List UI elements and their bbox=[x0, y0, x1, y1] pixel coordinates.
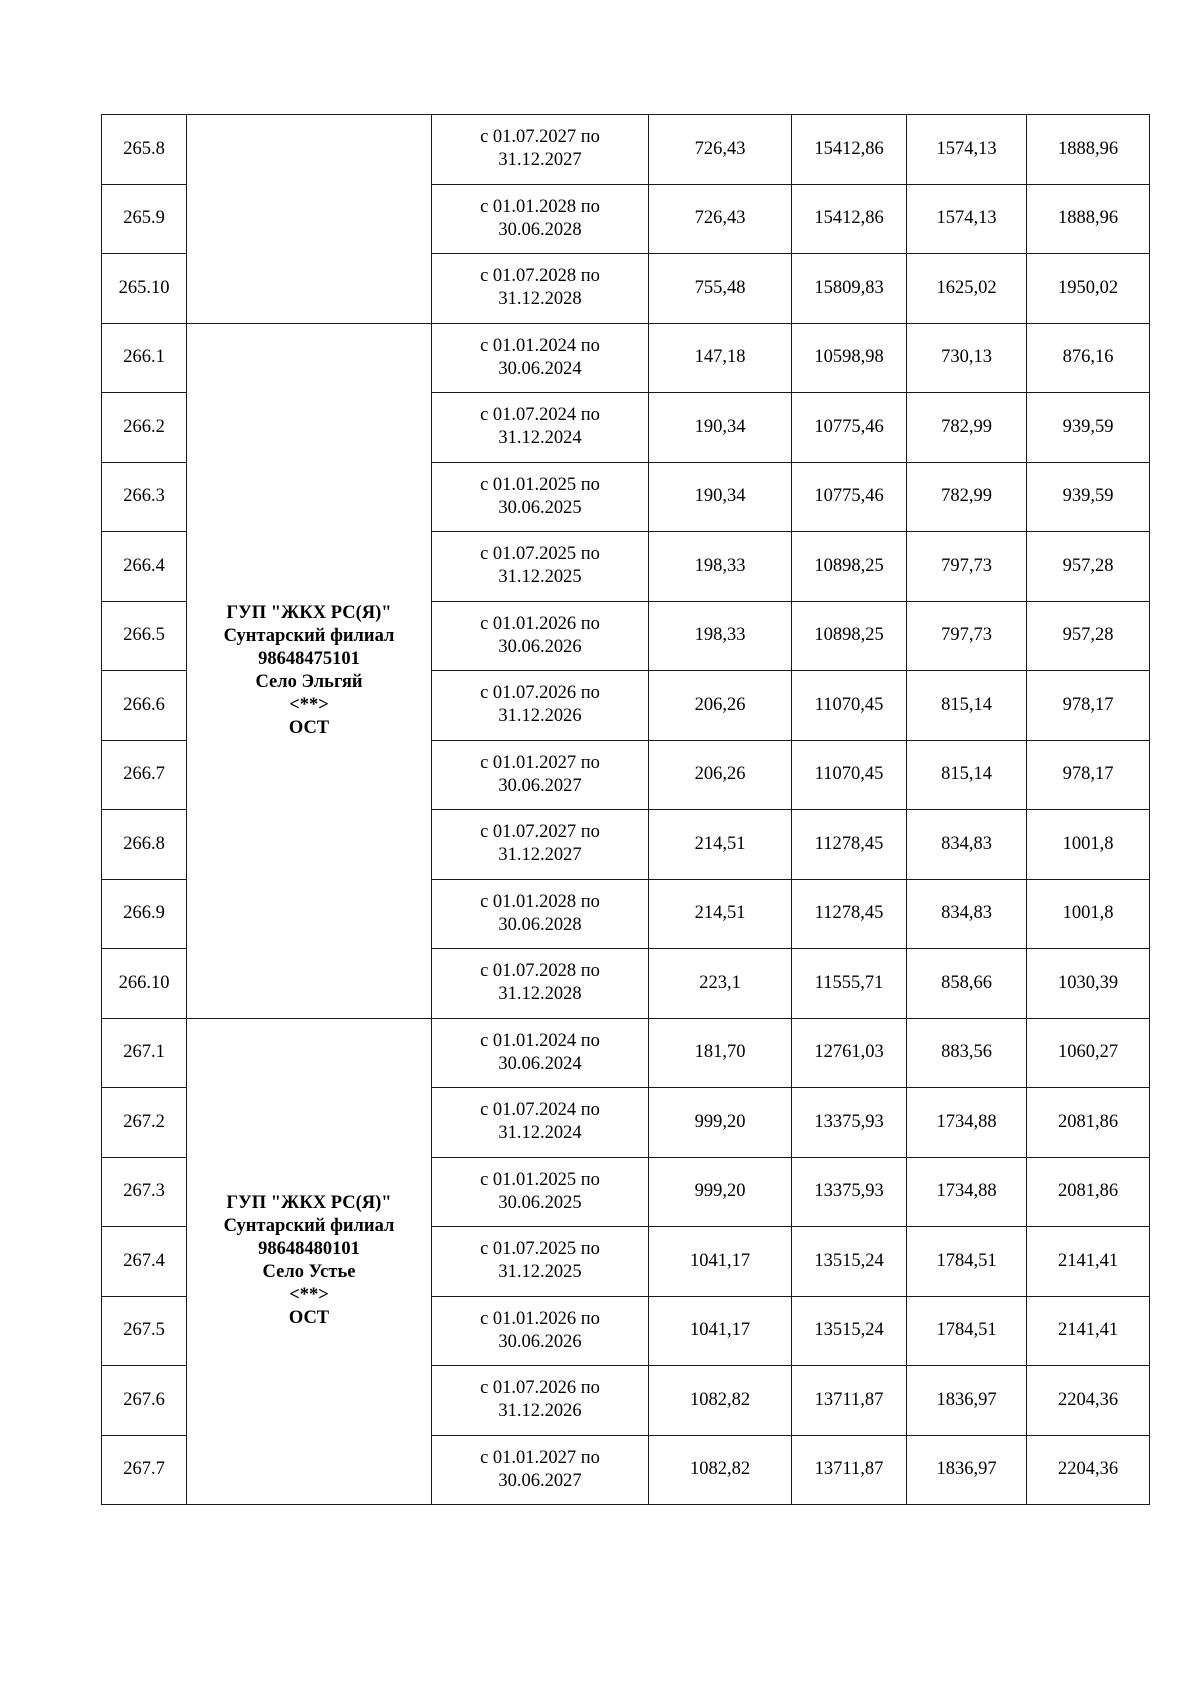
period-cell bbox=[432, 254, 649, 324]
period-to: 30.06.2028 bbox=[498, 914, 582, 935]
period-to: 30.06.2024 bbox=[498, 1053, 582, 1074]
value-cell-4: 1888,96 bbox=[1027, 184, 1150, 254]
period-to: 31.12.2028 bbox=[498, 289, 582, 310]
period-to: 31.12.2026 bbox=[498, 1401, 582, 1422]
value-cell-3: 1734,88 bbox=[907, 1088, 1027, 1158]
organization-line: Сунтарский филиал bbox=[223, 625, 395, 646]
period-cell bbox=[432, 1018, 649, 1088]
period-to: 31.12.2024 bbox=[498, 428, 582, 449]
row-number-cell: 266.9 bbox=[102, 879, 187, 949]
value-cell-3: 1784,51 bbox=[907, 1296, 1027, 1366]
period-to: 30.06.2025 bbox=[498, 1192, 582, 1213]
period-to: 31.12.2024 bbox=[498, 1123, 582, 1144]
value-cell-3: 1574,13 bbox=[907, 115, 1027, 185]
value-cell-2: 13375,93 bbox=[792, 1088, 907, 1158]
value-cell-2: 10775,46 bbox=[792, 393, 907, 463]
period-cell bbox=[432, 810, 649, 880]
value-cell-4: 939,59 bbox=[1027, 462, 1150, 532]
row-number-cell: 265.9 bbox=[102, 184, 187, 254]
value-cell-4: 957,28 bbox=[1027, 532, 1150, 602]
value-cell-3: 815,14 bbox=[907, 740, 1027, 810]
value-cell-2: 11555,71 bbox=[792, 949, 907, 1019]
row-number-cell: 267.5 bbox=[102, 1296, 187, 1366]
value-cell-1: 190,34 bbox=[649, 393, 792, 463]
row-number-cell: 266.1 bbox=[102, 323, 187, 393]
value-cell-1: 1041,17 bbox=[649, 1227, 792, 1297]
row-number-cell: 265.8 bbox=[102, 115, 187, 185]
organization-line: Село Эльгяй bbox=[255, 671, 363, 692]
period-to: 31.12.2027 bbox=[498, 845, 582, 866]
value-cell-3: 797,73 bbox=[907, 601, 1027, 671]
value-cell-3: 883,56 bbox=[907, 1018, 1027, 1088]
value-cell-2: 13515,24 bbox=[792, 1296, 907, 1366]
value-cell-3: 834,83 bbox=[907, 879, 1027, 949]
value-cell-3: 815,14 bbox=[907, 671, 1027, 741]
value-cell-3: 1836,97 bbox=[907, 1366, 1027, 1436]
value-cell-4: 2081,86 bbox=[1027, 1088, 1150, 1158]
period-to: 31.12.2025 bbox=[498, 567, 582, 588]
value-cell-2: 10898,25 bbox=[792, 532, 907, 602]
value-cell-3: 834,83 bbox=[907, 810, 1027, 880]
value-cell-1: 214,51 bbox=[649, 810, 792, 880]
value-cell-2: 13375,93 bbox=[792, 1157, 907, 1227]
value-cell-4: 978,17 bbox=[1027, 740, 1150, 810]
value-cell-4: 876,16 bbox=[1027, 323, 1150, 393]
value-cell-4: 957,28 bbox=[1027, 601, 1150, 671]
period-cell bbox=[432, 323, 649, 393]
value-cell-3: 730,13 bbox=[907, 323, 1027, 393]
period-from: с 01.01.2028 по bbox=[480, 891, 600, 912]
value-cell-1: 999,20 bbox=[649, 1157, 792, 1227]
value-cell-2: 15412,86 bbox=[792, 115, 907, 185]
value-cell-1: 190,34 bbox=[649, 462, 792, 532]
value-cell-2: 13515,24 bbox=[792, 1227, 907, 1297]
organization-line: ГУП "ЖКХ РС(Я)" bbox=[226, 1193, 392, 1214]
period-to: 31.12.2026 bbox=[498, 706, 582, 727]
value-cell-1: 214,51 bbox=[649, 879, 792, 949]
row-number-cell: 267.3 bbox=[102, 1157, 187, 1227]
value-cell-4: 2141,41 bbox=[1027, 1296, 1150, 1366]
organization-line: ОСТ bbox=[288, 1308, 330, 1329]
row-number-cell: 266.4 bbox=[102, 532, 187, 602]
period-from: с 01.07.2025 по bbox=[480, 1239, 600, 1260]
period-from: с 01.07.2028 по bbox=[480, 266, 600, 287]
value-cell-4: 1950,02 bbox=[1027, 254, 1150, 324]
value-cell-3: 1734,88 bbox=[907, 1157, 1027, 1227]
row-number-cell: 267.6 bbox=[102, 1366, 187, 1436]
period-cell bbox=[432, 532, 649, 602]
organization-cell bbox=[187, 1018, 432, 1505]
organization-line: Сунтарский филиал bbox=[223, 1216, 395, 1237]
value-cell-1: 181,70 bbox=[649, 1018, 792, 1088]
period-from: с 01.01.2026 по bbox=[480, 613, 600, 634]
value-cell-1: 198,33 bbox=[649, 532, 792, 602]
period-cell bbox=[432, 949, 649, 1019]
organization-line: 98648480101 bbox=[258, 1239, 360, 1260]
row-number-cell: 266.6 bbox=[102, 671, 187, 741]
period-from: с 01.07.2027 по bbox=[480, 822, 600, 843]
value-cell-4: 939,59 bbox=[1027, 393, 1150, 463]
row-number-cell: 266.2 bbox=[102, 393, 187, 463]
table-row bbox=[102, 1018, 1150, 1088]
period-cell bbox=[432, 879, 649, 949]
value-cell-1: 726,43 bbox=[649, 184, 792, 254]
value-cell-4: 2204,36 bbox=[1027, 1435, 1150, 1505]
value-cell-2: 11278,45 bbox=[792, 810, 907, 880]
period-to: 30.06.2026 bbox=[498, 636, 582, 657]
table-row bbox=[102, 323, 1150, 393]
period-from: с 01.01.2025 по bbox=[480, 474, 600, 495]
row-number-cell: 266.7 bbox=[102, 740, 187, 810]
period-from: с 01.07.2026 по bbox=[480, 683, 600, 704]
value-cell-2: 11278,45 bbox=[792, 879, 907, 949]
period-cell bbox=[432, 393, 649, 463]
period-from: с 01.01.2026 по bbox=[480, 1308, 600, 1329]
period-from: с 01.01.2027 по bbox=[480, 752, 600, 773]
period-cell bbox=[432, 184, 649, 254]
row-number-cell: 265.10 bbox=[102, 254, 187, 324]
value-cell-1: 1041,17 bbox=[649, 1296, 792, 1366]
value-cell-3: 1784,51 bbox=[907, 1227, 1027, 1297]
value-cell-1: 999,20 bbox=[649, 1088, 792, 1158]
row-number-cell: 267.1 bbox=[102, 1018, 187, 1088]
row-number-cell: 267.7 bbox=[102, 1435, 187, 1505]
period-cell bbox=[432, 115, 649, 185]
value-cell-2: 12761,03 bbox=[792, 1018, 907, 1088]
value-cell-3: 782,99 bbox=[907, 393, 1027, 463]
period-cell bbox=[432, 1088, 649, 1158]
value-cell-1: 206,26 bbox=[649, 671, 792, 741]
period-from: с 01.01.2024 по bbox=[480, 335, 600, 356]
row-number-cell: 266.5 bbox=[102, 601, 187, 671]
row-number-cell: 266.8 bbox=[102, 810, 187, 880]
period-from: с 01.07.2026 по bbox=[480, 1378, 600, 1399]
value-cell-1: 1082,82 bbox=[649, 1366, 792, 1436]
period-from: с 01.07.2028 по bbox=[480, 961, 600, 982]
period-cell bbox=[432, 601, 649, 671]
row-number-cell: 266.3 bbox=[102, 462, 187, 532]
organization-line: 98648475101 bbox=[258, 648, 360, 669]
organization-cell bbox=[187, 115, 432, 324]
value-cell-3: 797,73 bbox=[907, 532, 1027, 602]
value-cell-4: 2204,36 bbox=[1027, 1366, 1150, 1436]
value-cell-3: 782,99 bbox=[907, 462, 1027, 532]
value-cell-4: 1001,8 bbox=[1027, 810, 1150, 880]
value-cell-3: 1574,13 bbox=[907, 184, 1027, 254]
period-from: с 01.07.2024 по bbox=[480, 405, 600, 426]
period-to: 30.06.2028 bbox=[498, 219, 582, 240]
organization-line: <**> bbox=[289, 694, 329, 715]
period-to: 30.06.2027 bbox=[498, 775, 582, 796]
value-cell-1: 198,33 bbox=[649, 601, 792, 671]
tariff-table-body bbox=[102, 115, 1150, 1505]
value-cell-2: 15809,83 bbox=[792, 254, 907, 324]
organization-line: Село Устье bbox=[262, 1262, 356, 1283]
value-cell-1: 206,26 bbox=[649, 740, 792, 810]
tariff-table bbox=[101, 114, 1150, 1505]
table-row bbox=[102, 115, 1150, 185]
value-cell-2: 11070,45 bbox=[792, 740, 907, 810]
organization-cell bbox=[187, 323, 432, 1018]
value-cell-3: 1836,97 bbox=[907, 1435, 1027, 1505]
value-cell-4: 978,17 bbox=[1027, 671, 1150, 741]
period-from: с 01.01.2025 по bbox=[480, 1169, 600, 1190]
value-cell-4: 2141,41 bbox=[1027, 1227, 1150, 1297]
period-to: 31.12.2025 bbox=[498, 1262, 582, 1283]
value-cell-4: 1060,27 bbox=[1027, 1018, 1150, 1088]
row-number-cell: 266.10 bbox=[102, 949, 187, 1019]
organization-line: ГУП "ЖКХ РС(Я)" bbox=[226, 602, 392, 623]
period-cell bbox=[432, 1227, 649, 1297]
value-cell-4: 1001,8 bbox=[1027, 879, 1150, 949]
value-cell-2: 10598,98 bbox=[792, 323, 907, 393]
period-from: с 01.01.2028 по bbox=[480, 196, 600, 217]
period-cell bbox=[432, 1435, 649, 1505]
period-to: 30.06.2024 bbox=[498, 358, 582, 379]
value-cell-1: 755,48 bbox=[649, 254, 792, 324]
period-from: с 01.07.2025 по bbox=[480, 544, 600, 565]
value-cell-1: 147,18 bbox=[649, 323, 792, 393]
period-cell bbox=[432, 740, 649, 810]
value-cell-2: 15412,86 bbox=[792, 184, 907, 254]
period-to: 30.06.2026 bbox=[498, 1331, 582, 1352]
value-cell-4: 1030,39 bbox=[1027, 949, 1150, 1019]
value-cell-1: 1082,82 bbox=[649, 1435, 792, 1505]
value-cell-2: 10775,46 bbox=[792, 462, 907, 532]
period-cell bbox=[432, 671, 649, 741]
period-to: 30.06.2027 bbox=[498, 1470, 582, 1491]
value-cell-2: 13711,87 bbox=[792, 1435, 907, 1505]
period-from: с 01.07.2024 по bbox=[480, 1100, 600, 1121]
organization-line: ОСТ bbox=[288, 717, 330, 738]
value-cell-3: 1625,02 bbox=[907, 254, 1027, 324]
row-number-cell: 267.4 bbox=[102, 1227, 187, 1297]
value-cell-3: 858,66 bbox=[907, 949, 1027, 1019]
value-cell-1: 726,43 bbox=[649, 115, 792, 185]
period-cell bbox=[432, 1296, 649, 1366]
period-cell bbox=[432, 462, 649, 532]
period-to: 30.06.2025 bbox=[498, 497, 582, 518]
period-to: 31.12.2028 bbox=[498, 984, 582, 1005]
period-from: с 01.07.2027 по bbox=[480, 127, 600, 148]
value-cell-4: 2081,86 bbox=[1027, 1157, 1150, 1227]
period-from: с 01.01.2027 по bbox=[480, 1447, 600, 1468]
period-to: 31.12.2027 bbox=[498, 150, 582, 171]
period-cell bbox=[432, 1157, 649, 1227]
value-cell-4: 1888,96 bbox=[1027, 115, 1150, 185]
period-from: с 01.01.2024 по bbox=[480, 1030, 600, 1051]
period-cell bbox=[432, 1366, 649, 1436]
organization-line: <**> bbox=[289, 1285, 329, 1306]
value-cell-2: 11070,45 bbox=[792, 671, 907, 741]
value-cell-2: 13711,87 bbox=[792, 1366, 907, 1436]
value-cell-1: 223,1 bbox=[649, 949, 792, 1019]
value-cell-2: 10898,25 bbox=[792, 601, 907, 671]
row-number-cell: 267.2 bbox=[102, 1088, 187, 1158]
